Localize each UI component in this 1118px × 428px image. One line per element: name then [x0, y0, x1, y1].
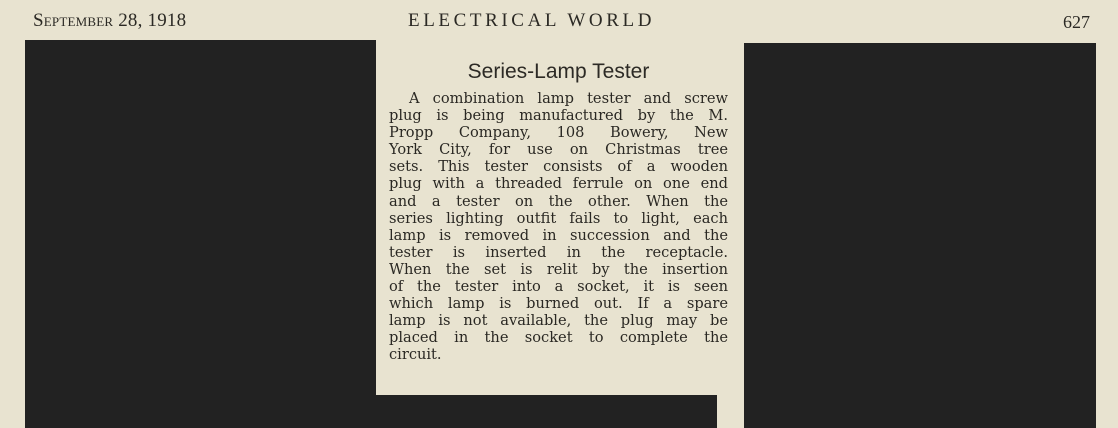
redacted-block-bottom	[376, 395, 717, 428]
article-line: lamp is not available, the plug may be	[389, 312, 728, 330]
article-line: sets. This tester consists of a wooden	[389, 158, 728, 176]
journal-title: ELECTRICAL WORLD	[408, 10, 656, 31]
article-line: Propp Company, 108 Bowery, New	[389, 124, 728, 142]
article-line: circuit.	[389, 346, 442, 364]
article-body	[389, 90, 728, 364]
article	[389, 60, 728, 364]
article-line: plug with a threaded ferrule on one end	[389, 175, 728, 193]
article-line: which lamp is burned out. If a spare	[389, 295, 728, 313]
article-line: plug is being manufactured by the M.	[389, 107, 728, 125]
redacted-block-right	[744, 43, 1096, 428]
article-line: series lighting outfit fails to light, each	[389, 209, 728, 227]
article-line: placed in the socket to complete the	[389, 329, 728, 347]
issue-date: September 28, 1918	[33, 10, 187, 31]
article-line: lamp is removed in succession and the	[389, 226, 728, 244]
article-line: When the set is relit by the insertion	[389, 260, 728, 278]
page-number: 627	[1063, 12, 1090, 32]
article-line: tester is inserted in the receptacle.	[389, 243, 728, 261]
article-title: Series-Lamp Tester	[467, 60, 650, 83]
article-line: of the tester into a socket, it is seen	[389, 278, 728, 296]
article-line: A combination lamp tester and screw	[409, 90, 728, 107]
article-line: York City, for use on Christmas tree	[389, 141, 728, 159]
redacted-block-left	[25, 40, 376, 428]
article-line: and a tester on the other. When the	[389, 192, 728, 210]
